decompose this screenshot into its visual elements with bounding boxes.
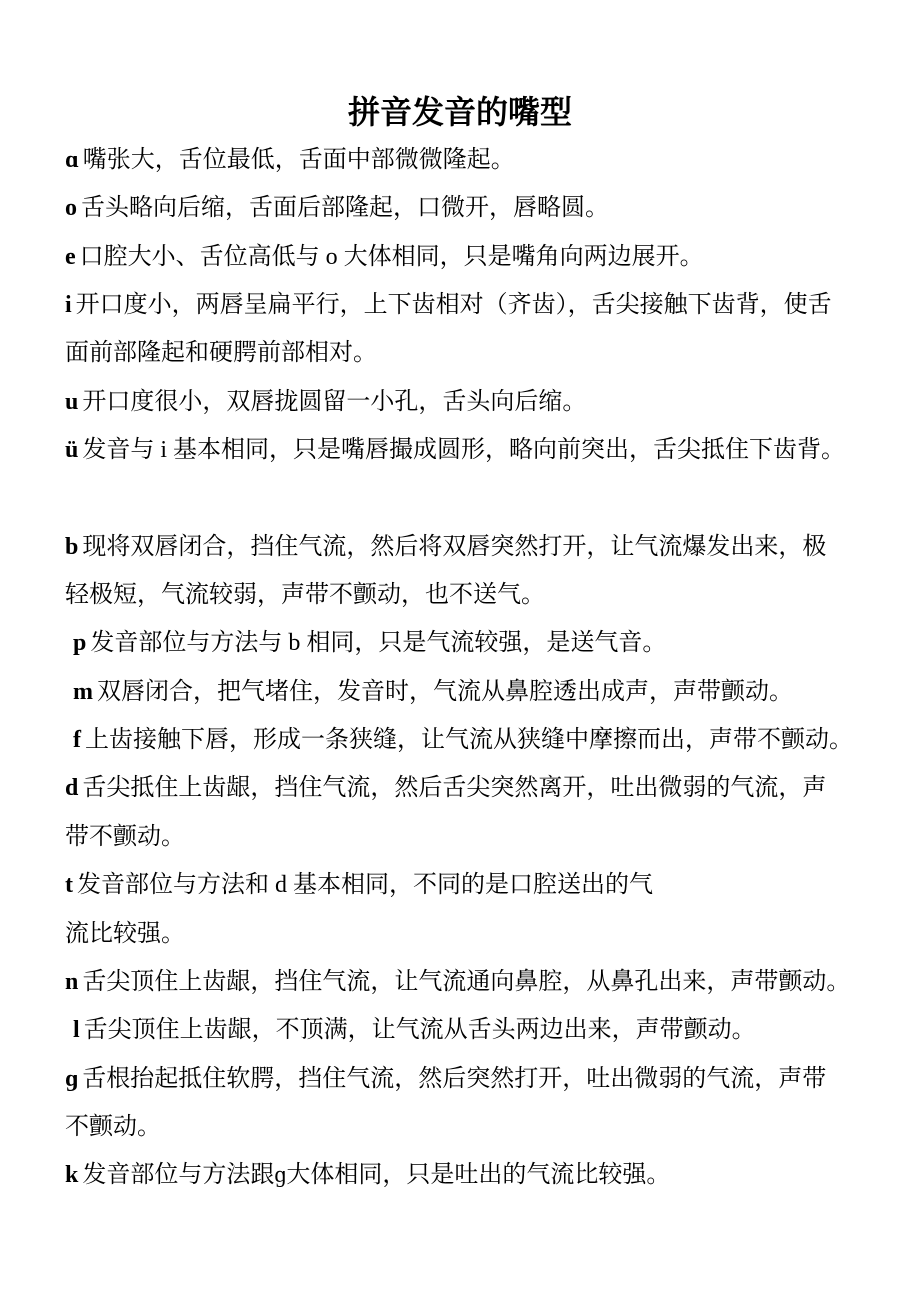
pinyin-letter: i <box>65 292 72 319</box>
consonant-d <box>65 764 865 812</box>
description: 发音部位与方法和 d 基本相同，不同的是口腔送出的气 <box>77 872 653 899</box>
vowel-a <box>65 136 865 184</box>
document-body <box>65 136 865 1200</box>
pinyin-letter: m <box>73 678 93 705</box>
consonant-p <box>65 619 865 667</box>
consonant-k <box>65 1151 865 1199</box>
description: 开口度小，两唇呈扁平行，上下齿相对（齐齿），舌尖接触下齿背，使舌 <box>75 292 832 319</box>
description: 嘴张大，舌位最低，舌面中部微微隆起。 <box>82 147 515 173</box>
vowel-v <box>65 426 865 474</box>
vowel-i <box>65 281 865 329</box>
description: 舌尖顶住上齿龈，不顶满，让气流从舌头两边出来，声带颤动。 <box>83 1017 756 1044</box>
description: 口腔大小、舌位高低与 o 大体相同，只是嘴角向两边展开。 <box>79 243 704 270</box>
pinyin-letter: p <box>73 630 87 657</box>
consonant-m <box>65 668 865 716</box>
description: 现将双唇闭合，挡住气流，然后将双唇突然打开，让气流爆发出来，极 <box>82 533 827 560</box>
description: 发音与 i 基本相同，只是嘴唇撮成圆形，略向前突出，舌尖抵住下齿背。 <box>82 437 846 464</box>
pinyin-letter: ü <box>65 437 79 464</box>
description: 舌尖抵住上齿龈，挡住气流，然后舌尖突然离开，吐出微弱的气流，声 <box>82 775 827 802</box>
description: 舌根抬起抵住软腭，挡住气流，然后突然打开，吐出微弱的气流，声带 <box>82 1065 827 1092</box>
pinyin-letter: ɑ <box>65 147 79 173</box>
description: 双唇闭合，把气堵住，发音时，气流从鼻腔透出成声，声带颤动。 <box>97 678 793 705</box>
consonant-t <box>65 861 865 909</box>
pinyin-letter: ɡ <box>65 1065 79 1092</box>
pinyin-letter: u <box>65 388 79 415</box>
description: 发音部位与方法与 b 相同，只是气流较强，是送气音。 <box>90 630 667 657</box>
consonant-b <box>65 523 865 571</box>
vowel-u <box>65 378 865 426</box>
description: 开口度很小，双唇拢圆留一小孔，舌头向后缩。 <box>82 388 587 415</box>
consonant-n <box>65 958 865 1006</box>
consonant-g-continued: 不颤动。 <box>65 1113 161 1140</box>
pinyin-letter: n <box>65 968 79 995</box>
pinyin-letter: l <box>73 1017 80 1044</box>
pinyin-letter: k <box>65 1162 79 1189</box>
consonant-t-continued: 流比较强。 <box>65 920 185 947</box>
vowel-i-continued: 面前部隆起和硬腭前部相对。 <box>65 340 377 367</box>
description: 舌尖顶住上齿龈，挡住气流，让气流通向鼻腔，从鼻孔出来，声带颤动。 <box>82 968 851 995</box>
blank-line <box>65 474 865 522</box>
description: 上齿接触下唇，形成一条狭缝，让气流从狭缝中摩擦而出，声带不颤动。 <box>85 727 853 754</box>
description: 发音部位与方法跟ɡ大体相同，只是吐出的气流比较强。 <box>82 1162 671 1189</box>
description: 舌头略向后缩，舌面后部隆起，口微开，唇略圆。 <box>81 195 609 222</box>
pinyin-letter: f <box>73 727 81 754</box>
consonant-f <box>65 716 865 764</box>
pinyin-letter: o <box>65 195 77 222</box>
consonant-l <box>65 1006 865 1054</box>
consonant-d-continued: 带不颤动。 <box>65 823 185 850</box>
pinyin-letter: e <box>65 243 76 270</box>
consonant-b-continued: 轻极短，气流较弱，声带不颤动，也不送气。 <box>65 582 545 609</box>
page-title: 拼音发音的嘴型 <box>347 94 572 130</box>
vowel-e <box>65 233 865 281</box>
pinyin-letter: b <box>65 533 79 560</box>
pinyin-letter: t <box>65 872 73 899</box>
vowel-o <box>65 184 865 232</box>
pinyin-letter: d <box>65 775 79 802</box>
consonant-g <box>65 1055 865 1103</box>
